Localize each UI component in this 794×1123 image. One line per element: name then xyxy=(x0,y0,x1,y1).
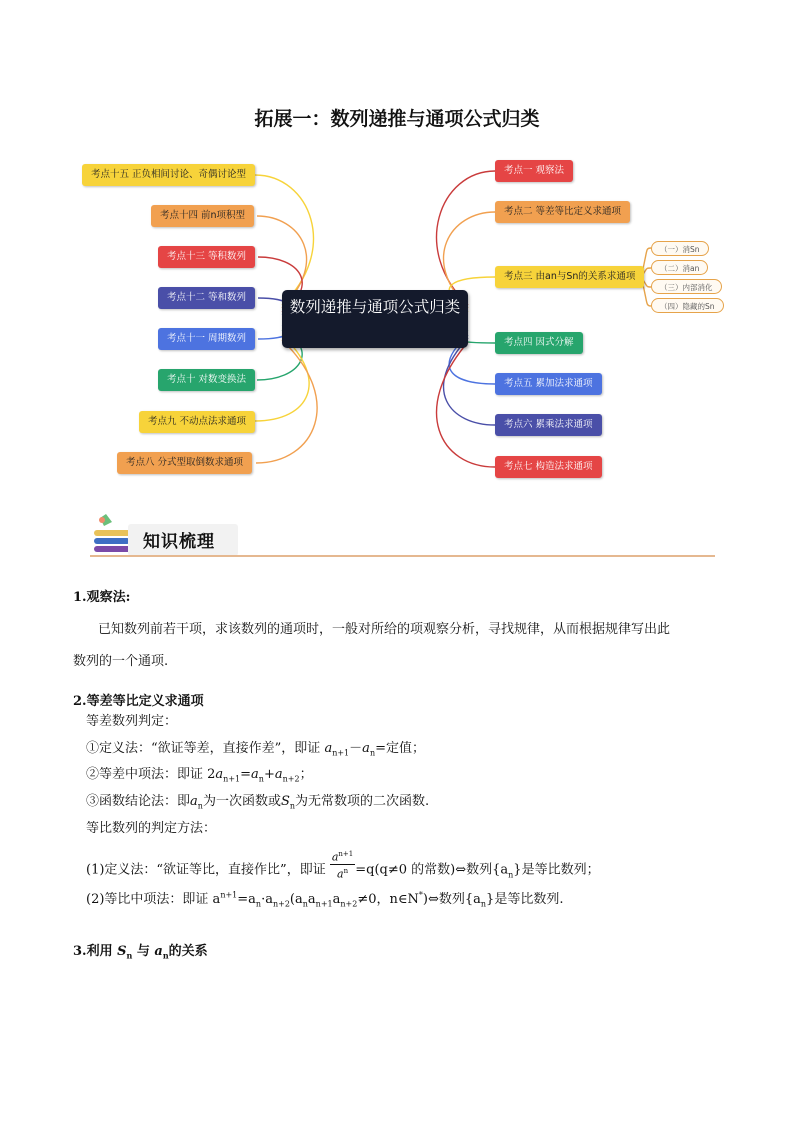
mindmap-right-node-2: 考点二 等差等比定义求通项 xyxy=(495,201,630,223)
mindmap-right-node-3: 考点三 由an与Sn的关系求通项 xyxy=(495,266,644,288)
mindmap-right-node-4: 考点四 因式分解 xyxy=(495,332,583,354)
section-3-heading: 3.利用 $S_n$ 与 $a_n$的关系 xyxy=(73,944,208,961)
section-1-line-1: 已知数列前若干项，求该数列的通项时，一般对所给的项观察分析，寻找规律，从而根据规律写出此 xyxy=(98,622,671,637)
mindmap-sub-node-4: （四）隐藏的Sn xyxy=(651,298,724,313)
arith-def-line: ①定义法：“欲证等差，直接作差”，即证 $a_{n+1}-a_n=$定值； xyxy=(86,741,425,758)
section-2-heading: 2.等差等比定义求通项 xyxy=(73,694,204,709)
banner-title: 知识梳理 xyxy=(143,532,215,552)
mindmap-sub-node-2: （二）消an xyxy=(651,260,708,275)
fraction: $\frac{a^{n+1}}{a^n}$ xyxy=(331,850,354,881)
arith-intro: 等差数列判定： xyxy=(86,714,178,729)
mindmap-left-node-15: 考点十五 正负相间讨论、奇偶讨论型 xyxy=(82,164,255,186)
mindmap-center-node: 数列递推与通项公式归类 xyxy=(282,290,468,348)
mindmap-right-node-7: 考点七 构造法求通项 xyxy=(495,456,602,478)
arith-function-line: ③函数结论法：即$a_n$为一次函数或$S_n$为无常数项的二次函数. xyxy=(86,794,430,811)
mindmap-left-node-11: 考点十一 周期数列 xyxy=(158,328,255,350)
arith-mean-line: ②等差中项法：即证 $2a_{n+1}=a_n+a_{n+2}$； xyxy=(86,767,313,784)
mindmap-left-node-14: 考点十四 前n项积型 xyxy=(151,205,254,227)
geo-def-line: (1)定义法：“欲证等比，直接作比”，即证 $\frac{a^{n+1}}{a^n}$ =q(q≠0 的常数)⇔数列$\{a_n\}$是等比数列； xyxy=(86,850,600,881)
connector-right-7 xyxy=(437,342,495,467)
connector-left-8 xyxy=(256,340,317,463)
mindmap-left-node-10: 考点十 对数变换法 xyxy=(158,369,255,391)
connector-left-1 xyxy=(255,175,313,305)
geo-intro: 等比数列的判定方法： xyxy=(86,821,217,836)
connector-right-1 xyxy=(437,171,495,305)
mindmap-right-node-1: 考点一 观察法 xyxy=(495,160,573,182)
mindmap-sub-node-3: （三）内部消化 xyxy=(651,279,722,294)
mindmap-right-node-6: 考点六 累乘法求通项 xyxy=(495,414,602,436)
mindmap-left-node-9: 考点九 不动点法求通项 xyxy=(139,411,255,433)
mindmap-right-node-5: 考点五 累加法求通项 xyxy=(495,373,602,395)
section-1-heading: 1.观察法: xyxy=(73,590,131,605)
mindmap-sub-node-1: （一）消Sn xyxy=(651,241,709,256)
mindmap-left-node-13: 考点十三 等积数列 xyxy=(158,246,255,268)
page-title: 拓展一：数列递推与通项公式归类 xyxy=(254,108,540,130)
geo-mean-line: (2)等比中项法：即证 $a^{n+1}=a_n\cdot a_{n+2}(a_na_{n+1}a_{n+2}\ne 0$，n∈N*)⇔数列$\{a_n\}$是等比数列. xyxy=(86,890,564,909)
mindmap-left-node-8: 考点八 分式型取倒数求通项 xyxy=(117,452,252,474)
section-1-line-2: 数列的一个通项. xyxy=(73,654,169,669)
mindmap-left-node-12: 考点十二 等和数列 xyxy=(158,287,255,309)
banner-rule xyxy=(90,555,715,557)
